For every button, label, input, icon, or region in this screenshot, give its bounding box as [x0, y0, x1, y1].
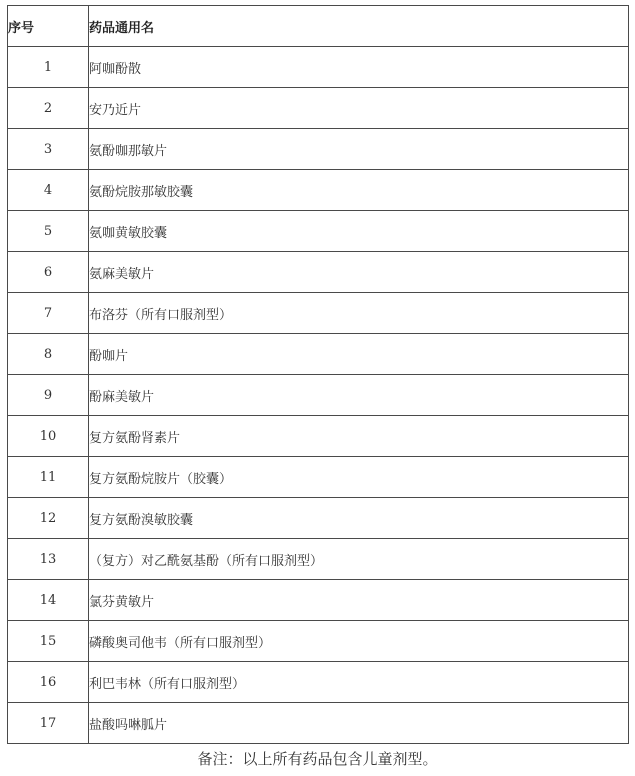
- row-number: 2: [8, 88, 89, 129]
- drug-name: 氨酚烷胺那敏胶囊: [89, 170, 629, 211]
- table-row: [8, 580, 629, 621]
- drug-list-table: [7, 5, 629, 744]
- drug-name: 复方氨酚肾素片: [89, 416, 629, 457]
- drug-name: 氨咖黄敏胶囊: [89, 211, 629, 252]
- row-number: 14: [8, 580, 89, 621]
- row-number: 1: [8, 47, 89, 88]
- drug-name: 氨酚咖那敏片: [89, 129, 629, 170]
- drug-name: 氯芬黄敏片: [89, 580, 629, 621]
- table-row: [8, 703, 629, 744]
- header-drug-name: 药品通用名: [89, 6, 629, 47]
- row-number: 4: [8, 170, 89, 211]
- row-number: 12: [8, 498, 89, 539]
- header-serial-number: 序号: [8, 6, 89, 47]
- drug-name: 盐酸吗啉胍片: [89, 703, 629, 744]
- drug-name: 氨麻美敏片: [89, 252, 629, 293]
- drug-name: 安乃近片: [89, 88, 629, 129]
- table-row: [8, 47, 629, 88]
- row-number: 3: [8, 129, 89, 170]
- table-row: [8, 539, 629, 580]
- row-number: 11: [8, 457, 89, 498]
- table-row: [8, 293, 629, 334]
- row-number: 9: [8, 375, 89, 416]
- row-number: 13: [8, 539, 89, 580]
- row-number: 7: [8, 293, 89, 334]
- table-row: [8, 621, 629, 662]
- drug-name: 布洛芬（所有口服剂型）: [89, 293, 629, 334]
- row-number: 10: [8, 416, 89, 457]
- drug-name: 磷酸奥司他韦（所有口服剂型）: [89, 621, 629, 662]
- table-row: [8, 662, 629, 703]
- drug-name: 酚麻美敏片: [89, 375, 629, 416]
- table-row: [8, 457, 629, 498]
- table-row: [8, 416, 629, 457]
- drug-name: 阿咖酚散: [89, 47, 629, 88]
- row-number: 15: [8, 621, 89, 662]
- drug-name: 复方氨酚溴敏胶囊: [89, 498, 629, 539]
- table-row: [8, 88, 629, 129]
- row-number: 5: [8, 211, 89, 252]
- row-number: 17: [8, 703, 89, 744]
- table-row: [8, 334, 629, 375]
- drug-name: 复方氨酚烷胺片（胶囊）: [89, 457, 629, 498]
- footnote-remark: 备注：以上所有药品包含儿童剂型。: [197, 750, 438, 768]
- drug-name: 酚咖片: [89, 334, 629, 375]
- drug-name: （复方）对乙酰氨基酚（所有口服剂型）: [89, 539, 629, 580]
- row-number: 8: [8, 334, 89, 375]
- row-number: 6: [8, 252, 89, 293]
- table-row: [8, 252, 629, 293]
- row-number: 16: [8, 662, 89, 703]
- table-row: [8, 170, 629, 211]
- table-row: [8, 498, 629, 539]
- table-row: [8, 211, 629, 252]
- table-row: [8, 129, 629, 170]
- table-row: [8, 375, 629, 416]
- drug-name: 利巴韦林（所有口服剂型）: [89, 662, 629, 703]
- table-header-row: [8, 6, 629, 47]
